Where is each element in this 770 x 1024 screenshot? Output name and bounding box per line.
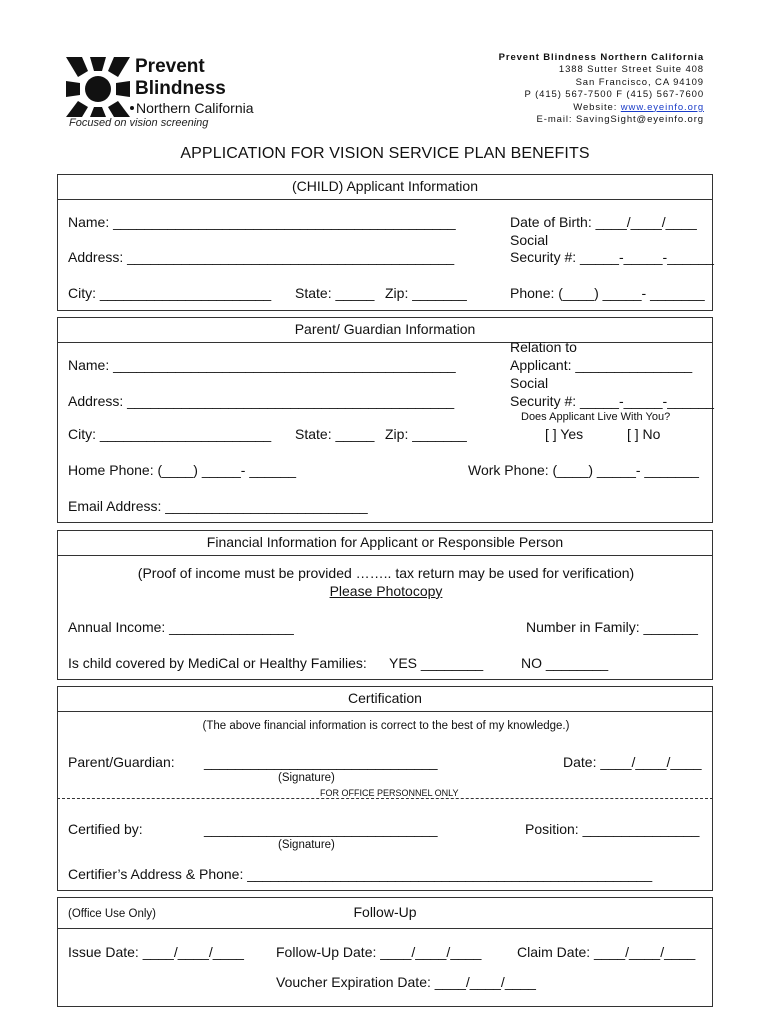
certified-by-label: Certified by:	[68, 821, 143, 837]
followup-section	[57, 897, 713, 1007]
financial-section	[57, 530, 713, 680]
certification-statement: (The above financial information is correct to the best of my knowledge.)	[202, 720, 570, 732]
prevent-blindness-logo-icon	[66, 57, 130, 117]
proof-of-income-note: (Proof of income must be provided …….. tax return may be used for verification)	[137, 565, 635, 581]
parent-signature-field[interactable]: ______________________________	[204, 754, 438, 770]
parent-relation-label: Relation to	[510, 339, 577, 355]
signature-caption-2: (Signature)	[278, 839, 335, 851]
org-phones: P (415) 567-7500 F (415) 567-7600	[524, 89, 704, 101]
child-address-field[interactable]: Address: __________________________________________	[68, 249, 455, 265]
voucher-expiration-field[interactable]: Voucher Expiration Date: ____/____/____	[276, 974, 536, 990]
live-with-yes-checkbox[interactable]: [ ] Yes	[545, 426, 584, 442]
parent-state-field[interactable]: State: _____	[295, 426, 375, 442]
certifier-signature-field[interactable]: ______________________________	[204, 821, 438, 837]
org-name: Prevent Blindness Northern California	[498, 52, 704, 63]
parent-guardian-section	[57, 317, 713, 523]
family-number-field[interactable]: Number in Family: _______	[526, 619, 698, 635]
parent-name-field[interactable]: Name: ____________________________________________	[68, 357, 456, 373]
office-use-label: (Office Use Only)	[68, 908, 156, 920]
office-divider	[57, 798, 713, 799]
issue-date-field[interactable]: Issue Date: ____/____/____	[68, 944, 244, 960]
certification-section	[57, 686, 713, 891]
parent-relation-field[interactable]: Applicant: _______________	[510, 357, 693, 373]
certifier-address-field[interactable]: Certifier’s Address & Phone: ____________________________________________________	[68, 866, 653, 882]
child-ssn-field[interactable]: Security #: _____-_____-______	[510, 249, 714, 265]
signature-caption: (Signature)	[278, 772, 335, 784]
logo-line1: Prevent	[135, 56, 205, 77]
child-dob-field[interactable]: Date of Birth: ____/____/____	[510, 214, 697, 230]
org-address2: San Francisco, CA 94109	[575, 76, 704, 88]
parent-section-header: Parent/ Guardian Information	[58, 318, 712, 343]
page-title: APPLICATION FOR VISION SERVICE PLAN BENEFITS	[180, 145, 590, 162]
position-field[interactable]: Position: _______________	[525, 821, 700, 837]
parent-guardian-label: Parent/Guardian:	[68, 754, 175, 770]
annual-income-field[interactable]: Annual Income: ________________	[68, 619, 294, 635]
followup-section-header: Follow-Up	[353, 904, 417, 920]
medical-yes-field[interactable]: YES ________	[389, 655, 484, 671]
org-website-line	[499, 102, 704, 114]
logo-tagline: Focused on vision screening	[69, 117, 209, 129]
parent-social-label: Social	[510, 375, 549, 391]
home-phone-field[interactable]: Home Phone: (____) _____- ______	[68, 462, 297, 478]
org-address1: 1388 Sutter Street Suite 408	[558, 64, 704, 76]
work-phone-field[interactable]: Work Phone: (____) _____- _______	[468, 462, 699, 478]
org-contact-block	[499, 52, 704, 126]
logo-line3: Northern California	[136, 100, 254, 116]
live-with-question: Does Applicant Live With You?	[521, 411, 671, 423]
child-social-label: Social	[510, 232, 549, 248]
org-website-link[interactable]: www.eyeinfo.org	[620, 101, 704, 113]
parent-address-field[interactable]: Address: __________________________________________	[68, 393, 455, 409]
child-name-field[interactable]: Name: ____________________________________________	[68, 214, 456, 230]
child-state-field[interactable]: State: _____	[295, 285, 375, 301]
photocopy-note: Please Photocopy	[329, 583, 443, 599]
medical-no-field[interactable]: NO ________	[521, 655, 609, 671]
parent-ssn-field[interactable]: Security #: _____-_____-______	[510, 393, 714, 409]
medical-question: Is child covered by MediCal or Healthy Families:	[68, 655, 367, 671]
logo-dot	[130, 106, 134, 110]
child-applicant-section	[57, 174, 713, 311]
financial-section-header: Financial Information for Applicant or Responsible Person	[58, 531, 712, 556]
live-with-no-checkbox[interactable]: [ ] No	[627, 426, 661, 442]
followup-header-row	[58, 898, 712, 929]
org-email: E-mail: SavingSight@eyeinfo.org	[536, 114, 704, 126]
certification-section-header: Certification	[58, 687, 712, 712]
certification-date-field[interactable]: Date: ____/____/____	[563, 754, 702, 770]
parent-city-field[interactable]: City: ______________________	[68, 426, 272, 442]
followup-date-field[interactable]: Follow-Up Date: ____/____/____	[276, 944, 482, 960]
child-section-header: (CHILD) Applicant Information	[58, 175, 712, 200]
office-personnel-note: FOR OFFICE PERSONNEL ONLY	[320, 788, 459, 798]
parent-zip-field[interactable]: Zip: _______	[385, 426, 467, 442]
email-address-field[interactable]: Email Address: __________________________	[68, 498, 368, 514]
child-zip-field[interactable]: Zip: _______	[385, 285, 467, 301]
claim-date-field[interactable]: Claim Date: ____/____/____	[517, 944, 696, 960]
child-phone-field[interactable]: Phone: (____) _____- _______	[510, 285, 705, 301]
org-website-label: Website:	[573, 101, 621, 113]
child-city-field[interactable]: City: ______________________	[68, 285, 272, 301]
logo-line2: Blindness	[135, 78, 226, 99]
